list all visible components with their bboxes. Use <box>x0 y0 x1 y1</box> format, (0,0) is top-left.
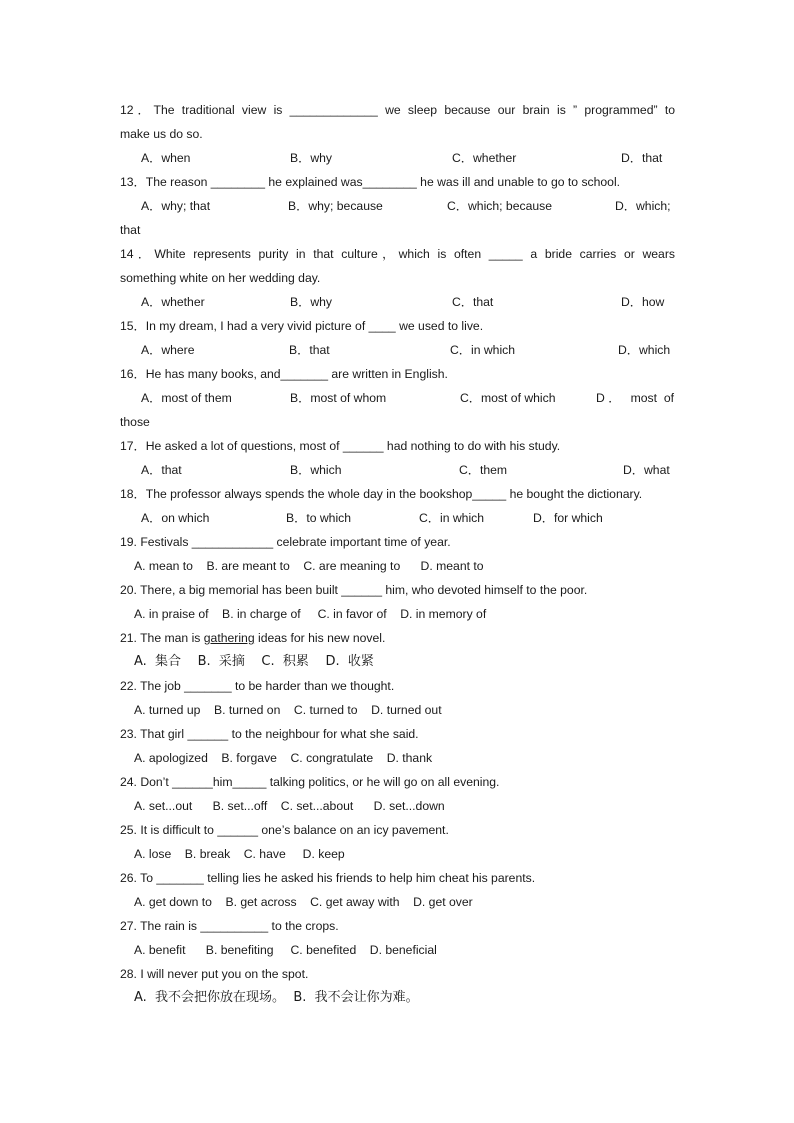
q13-option-d: D．which; <box>615 199 671 213</box>
q16-option-a: A．most of them <box>141 391 232 405</box>
q13-option-a: A．why; that <box>141 199 211 213</box>
question-13-stem: 13．The reason ________ he explained was________ he was ill and unable to go to school. <box>120 175 621 189</box>
q18-option-a: A．on which <box>141 511 210 525</box>
question-24-stem: 24. Don’t ______him_____ talking politics, or he will go on all evening. <box>120 775 500 789</box>
q13-option-c: C．which; because <box>447 199 552 213</box>
q25-options: A. lose B. break C. have D. keep <box>134 847 345 861</box>
question-22-stem: 22. The job _______ to be harder than we thought. <box>120 679 395 693</box>
question-14-stem-cont: something white on her wedding day. <box>120 271 321 285</box>
q17-option-c: C．them <box>459 463 508 477</box>
question-25-stem: 25. It is difficult to ______ one’s balance on an icy pavement. <box>120 823 449 837</box>
q21-underlined-word: gathering <box>203 631 255 645</box>
q15-option-b: B．that <box>289 343 330 357</box>
question-21-stem <box>120 627 675 649</box>
q14-option-d: D．how <box>621 295 665 309</box>
question-19-stem: 19. Festivals ____________ celebrate important time of year. <box>120 535 451 549</box>
q16-option-b: B．most of whom <box>290 391 387 405</box>
q17-option-a: A．that <box>141 463 182 477</box>
q20-options: A. in praise of B. in charge of C. in favor of D. in memory of <box>134 607 487 621</box>
q12-option-b: B．why <box>290 151 332 165</box>
question-16-stem: 16．He has many books, and_______ are written in English. <box>120 367 448 381</box>
q16-option-d: D． most of <box>596 391 674 405</box>
question-23-stem: 23. That girl ______ to the neighbour for what she said. <box>120 727 419 741</box>
q21-stem-post: ideas for his new novel. <box>254 631 386 645</box>
q12-option-d: D．that <box>621 151 663 165</box>
q15-option-a: A．where <box>141 343 195 357</box>
q15-option-d: D．which <box>618 343 671 357</box>
q18-option-b: B．to which <box>286 511 352 525</box>
q13-option-d-wrap: that <box>120 223 141 237</box>
q17-option-b: B．which <box>290 463 342 477</box>
q13-option-b: B．why; because <box>288 199 383 213</box>
q23-options: A. apologized B. forgave C. congratulate D. thank <box>134 751 433 765</box>
q21-stem-pre: 21. The man is <box>120 631 204 645</box>
q27-options: A. benefit B. benefiting C. benefited D. beneficial <box>134 943 437 957</box>
q18-option-c: C．in which <box>419 511 485 525</box>
question-27-stem: 27. The rain is __________ to the crops. <box>120 919 339 933</box>
q16-option-c: C．most of which <box>460 391 556 405</box>
question-20-stem: 20. There, a big memorial has been built ______ him, who devoted himself to the poor. <box>120 583 588 597</box>
q14-option-a: A．whether <box>141 295 205 309</box>
q15-option-c: C．in which <box>450 343 516 357</box>
question-15-stem: 15．In my dream, I had a very vivid picture of ____ we used to live. <box>120 319 484 333</box>
q12-option-a: A．when <box>141 151 191 165</box>
q18-option-d: D．for which <box>533 511 603 525</box>
question-26-stem: 26. To _______ telling lies he asked his friends to help him cheat his parents. <box>120 871 536 885</box>
q22-options: A. turned up B. turned on C. turned to D. turned out <box>134 703 442 717</box>
q26-options: A. get down to B. get across C. get away with D. get over <box>134 895 473 909</box>
question-18-stem: 18．The professor always spends the whole day in the bookshop_____ he bought the dictionary. <box>120 487 643 501</box>
q17-option-d: D．what <box>623 463 670 477</box>
question-17-stem: 17．He asked a lot of questions, most of ______ had nothing to do with his study. <box>120 439 561 453</box>
q14-option-b: B．why <box>290 295 332 309</box>
q24-options: A. set...out B. set...off C. set...about D. set...down <box>134 799 445 813</box>
q16-option-d-wrap: those <box>120 415 150 429</box>
q19-options: A. mean to B. are meant to C. are meaning to D. meant to <box>134 559 484 573</box>
question-28-stem: 28. I will never put you on the spot. <box>120 967 309 981</box>
q21-options: A. 集合 B. 采摘 C. 积累 D. 收紧 <box>134 654 374 669</box>
q14-option-c: C．that <box>452 295 494 309</box>
q28-options: A. 我不会把你放在现场。 B. 我不会让你为难。 <box>134 990 419 1005</box>
question-14-stem: 14．White represents purity in that culture，which is often _____ a bride carries or wears <box>120 247 675 261</box>
question-12-stem: 12．The traditional view is _____________ we sleep because our brain is ” programmed” to <box>120 103 675 117</box>
question-12-stem-cont: make us do so. <box>120 127 203 141</box>
q12-option-c: C．whether <box>452 151 517 165</box>
